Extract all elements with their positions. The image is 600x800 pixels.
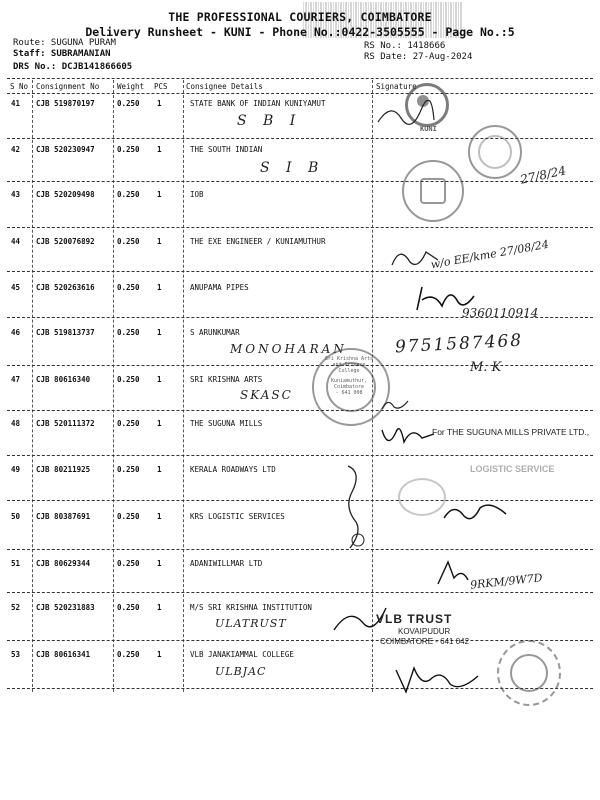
row-separator: [7, 640, 593, 641]
rs-date-label: RS Date: 27-Aug-2024: [364, 52, 473, 62]
company-title: THE PROFESSIONAL COURIERS, COIMBATORE: [168, 10, 432, 24]
handwritten-date: 27/8/24: [519, 163, 568, 187]
route-label: Route: SUGUNA PURAM: [13, 38, 116, 48]
row-sno: 52: [11, 603, 21, 612]
iob-logo: [420, 178, 446, 204]
row-sno: 51: [11, 559, 21, 568]
col-header-consignee: Consignee Details: [186, 82, 263, 91]
rs-no-label: RS No.: 1418666: [364, 41, 446, 51]
handwritten-phone: 9751587468: [394, 330, 524, 358]
row-separator: [7, 365, 593, 366]
college-seal-inner-text: Kuniamuthur, Coimbatore - 641 008: [331, 378, 368, 396]
row-consignee: THE SUGUNA MILLS: [190, 419, 263, 428]
signature-scribble: [380, 395, 410, 413]
row-pcs: 1: [157, 99, 162, 108]
vlb-place: KOVAIPUDUR: [398, 627, 451, 636]
row-weight: 0.250: [117, 603, 140, 612]
row-pcs: 1: [157, 237, 162, 246]
row-separator: [7, 181, 593, 182]
row-pcs: 1: [157, 375, 162, 384]
row-separator: [7, 227, 593, 228]
row-separator: [7, 592, 593, 593]
signature-scribble: [440, 498, 510, 528]
row-sno: 43: [11, 190, 21, 199]
bracket-mark: [340, 462, 370, 552]
row-consignment: CJB 519813737: [36, 328, 95, 337]
signature-scribble: [378, 420, 438, 452]
row-weight: 0.250: [117, 650, 140, 659]
row-weight: 0.250: [117, 283, 140, 292]
row-pcs: 1: [157, 283, 162, 292]
staff-label: Staff: SUBRAMANIAN: [13, 49, 111, 59]
row-pcs: 1: [157, 512, 162, 521]
row-weight: 0.250: [117, 190, 140, 199]
row-consignment: CJB 520263616: [36, 283, 95, 292]
college-seal-text: Sri Krishna Arts and Science College: [324, 356, 374, 374]
row-separator: [7, 455, 593, 456]
row-consignment: CJB 520111372: [36, 419, 95, 428]
handwritten-initial: M. K: [470, 360, 502, 375]
col-divider: [113, 80, 114, 692]
row-separator: [7, 410, 593, 411]
kuni-seal-text: KUNI: [420, 125, 437, 133]
row-consignee: STATE BANK OF INDIAN KUNIYAMUT: [190, 99, 326, 108]
row-sno: 48: [11, 419, 21, 428]
row-consignee: KRS LOGISTIC SERVICES: [190, 512, 285, 521]
row-weight: 0.250: [117, 465, 140, 474]
row-consignment: CJB 520230947: [36, 145, 95, 154]
row-consignment: CJB 520076892: [36, 237, 95, 246]
row-sno: 45: [11, 283, 21, 292]
row-consignee: M/S SRI KRISHNA INSTITUTION: [190, 603, 312, 612]
row-handwritten-note: ULBJAC: [215, 665, 267, 678]
col-header-weight: Weight: [117, 82, 145, 91]
round-stamp-inner: [478, 135, 512, 169]
col-divider: [32, 80, 33, 692]
row-consignee: ADANIWILLMAR LTD: [190, 559, 263, 568]
row-consignee: S ARUNKUMAR: [190, 328, 240, 337]
row-weight: 0.250: [117, 419, 140, 428]
row-weight: 0.250: [117, 99, 140, 108]
col-header-sno: S No: [10, 82, 29, 91]
col-header-consignment: Consignment No: [36, 82, 100, 91]
row-sno: 49: [11, 465, 21, 474]
row-consignee: KERALA ROADWAYS LTD: [190, 465, 276, 474]
row-handwritten-note: SKASC: [240, 388, 293, 402]
krs-stamp-text: LOGISTIC SERVICE: [470, 464, 555, 474]
row-pcs: 1: [157, 145, 162, 154]
vlb-trust-stamp: VLB TRUST: [376, 612, 453, 626]
row-pcs: 1: [157, 465, 162, 474]
row-pcs: 1: [157, 603, 162, 612]
row-sno: 42: [11, 145, 21, 154]
row-pcs: 1: [157, 559, 162, 568]
row-consignee: VLB JANAKIAMMAL COLLEGE: [190, 650, 294, 659]
row-consignee: ANUPAMA PIPES: [190, 283, 249, 292]
handwritten-phone: 9360110914: [462, 306, 539, 320]
row-handwritten-note: MONOHARAN: [230, 342, 347, 356]
row-sno: 47: [11, 375, 21, 384]
drs-label: DRS No.: DCJB141866605: [13, 62, 133, 72]
row-consignment: CJB 520231883: [36, 603, 95, 612]
col-header-signature: Signature: [376, 82, 417, 91]
row-sno: 41: [11, 99, 21, 108]
row-weight: 0.250: [117, 559, 140, 568]
signature-scribble: [392, 660, 482, 696]
row-pcs: 1: [157, 190, 162, 199]
row-consignment: CJB 80616340: [36, 375, 91, 384]
runsheet-title: Delivery Runsheet - KUNI - Phone No.:0422-3505555 - Page No.:5: [85, 25, 515, 39]
row-weight: 0.250: [117, 328, 140, 337]
row-separator: [7, 549, 593, 550]
suguna-company-stamp: For THE SUGUNA MILLS PRIVATE LTD.,: [432, 427, 590, 437]
row-consignment: CJB 519870197: [36, 99, 95, 108]
signature-scribble: [432, 558, 472, 588]
vlb-round-seal-inner: [510, 654, 548, 692]
header-separator: [7, 93, 593, 94]
handwritten-ee-note: w/o EE/kme 27/08/24: [429, 237, 550, 272]
row-consignment: CJB 520209498: [36, 190, 95, 199]
row-weight: 0.250: [117, 375, 140, 384]
krs-stamp-logo: [398, 478, 446, 516]
row-consignee: SRI KRISHNA ARTS: [190, 375, 263, 384]
row-consignee: IOB: [190, 190, 204, 199]
row-weight: 0.250: [117, 512, 140, 521]
col-header-pcs: PCS: [154, 82, 168, 91]
table-top-border: [7, 78, 593, 79]
row-pcs: 1: [157, 328, 162, 337]
row-sno: 44: [11, 237, 21, 246]
row-sno: 53: [11, 650, 21, 659]
row-consignment: CJB 80616341: [36, 650, 91, 659]
row-handwritten-note: ULATRUST: [215, 617, 287, 630]
signature-scribble: [376, 100, 436, 130]
row-pcs: 1: [157, 419, 162, 428]
row-consignment: CJB 80211925: [36, 465, 91, 474]
row-separator: [7, 271, 593, 272]
row-sno: 50: [11, 512, 21, 521]
row-handwritten-note: S I B: [260, 160, 325, 176]
row-weight: 0.250: [117, 145, 140, 154]
handwritten-note: 9RKM/9W7D: [469, 571, 544, 592]
row-sno: 46: [11, 328, 21, 337]
row-pcs: 1: [157, 650, 162, 659]
vlb-city: COIMBATORE - 641 042: [380, 637, 470, 646]
row-handwritten-note: S B I: [237, 113, 302, 129]
row-consignee: THE EXE ENGINEER / KUNIAMUTHUR: [190, 237, 326, 246]
row-weight: 0.250: [117, 237, 140, 246]
col-divider: [183, 80, 184, 692]
row-consignment: CJB 80387691: [36, 512, 91, 521]
row-consignee: THE SOUTH INDIAN: [190, 145, 263, 154]
row-consignment: CJB 80629344: [36, 559, 91, 568]
